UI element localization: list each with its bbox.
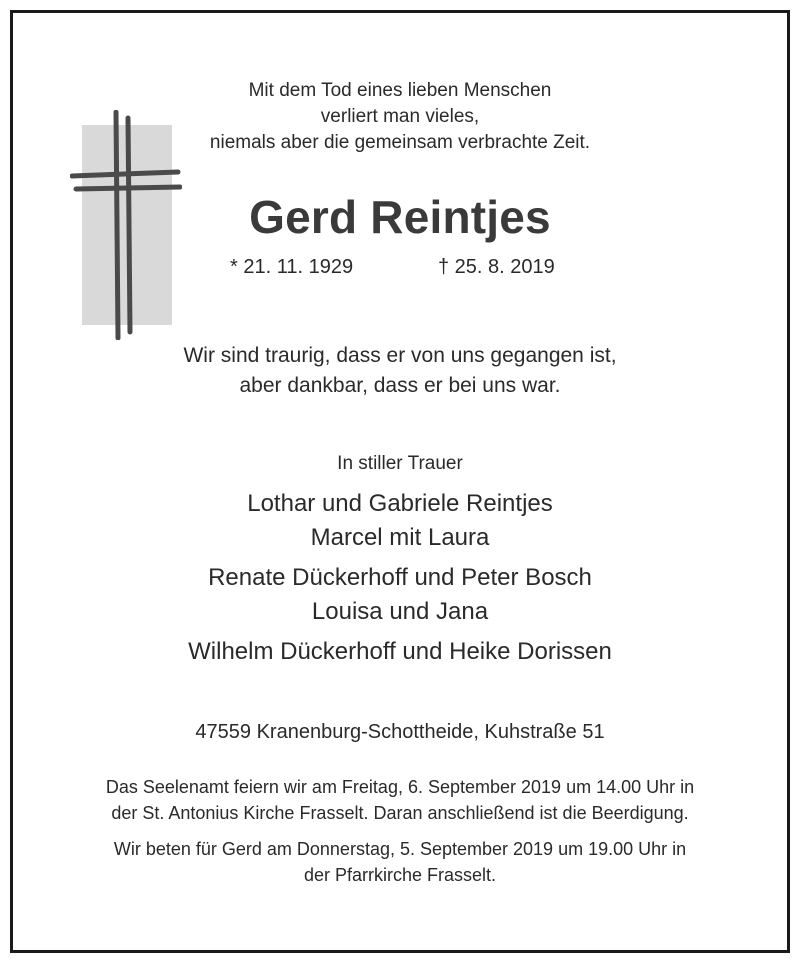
prayer-notice bbox=[0, 836, 800, 888]
service-line: Wir beten für Gerd am Donnerstag, 5. September 2019 um 19.00 Uhr in bbox=[113, 839, 687, 859]
memorial-quote bbox=[0, 78, 800, 156]
service-line: der St. Antonius Kirche Frasselt. Daran anschließend ist die Beerdigung. bbox=[111, 803, 689, 823]
mourner-group bbox=[0, 561, 800, 629]
quote-line: Mit dem Tod eines lieben Menschen bbox=[248, 80, 552, 101]
deceased-name: Gerd Reintjes bbox=[249, 191, 551, 243]
motto bbox=[0, 341, 800, 401]
death-date: † 25. 8. 2019 bbox=[438, 256, 555, 278]
mourning-label: In stiller Trauer bbox=[337, 453, 463, 474]
requiem-notice bbox=[0, 774, 800, 826]
quote-line: niemals aber die gemeinsam verbrachte Zeit. bbox=[209, 132, 591, 153]
service-line: der Pfarrkirche Frasselt. bbox=[303, 865, 497, 885]
motto-line: Wir sind traurig, dass er von uns gegangen ist, bbox=[183, 344, 617, 367]
service-info bbox=[0, 774, 800, 898]
service-line: Das Seelenamt feiern wir am Freitag, 6. September 2019 um 14.00 Uhr in bbox=[105, 777, 695, 797]
mourner-group bbox=[0, 487, 800, 555]
mourner-name: Lothar und Gabriele Reintjes bbox=[247, 490, 553, 517]
mourner-name: Renate Dückerhoff und Peter Bosch bbox=[208, 564, 592, 591]
motto-line: aber dankbar, dass er bei uns war. bbox=[239, 374, 561, 397]
mourner-group bbox=[0, 635, 800, 669]
birth-date: * 21. 11. 1929 bbox=[230, 256, 354, 278]
mourner-name: Wilhelm Dückerhoff und Heike Dorissen bbox=[188, 638, 612, 665]
quote-line: verliert man vieles, bbox=[320, 106, 480, 127]
mourner-name: Louisa und Jana bbox=[311, 598, 489, 625]
mourner-name: Marcel mit Laura bbox=[310, 524, 490, 551]
family-address: 47559 Kranenburg-Schottheide, Kuhstraße 51 bbox=[195, 721, 605, 743]
mourners-list bbox=[0, 487, 800, 675]
